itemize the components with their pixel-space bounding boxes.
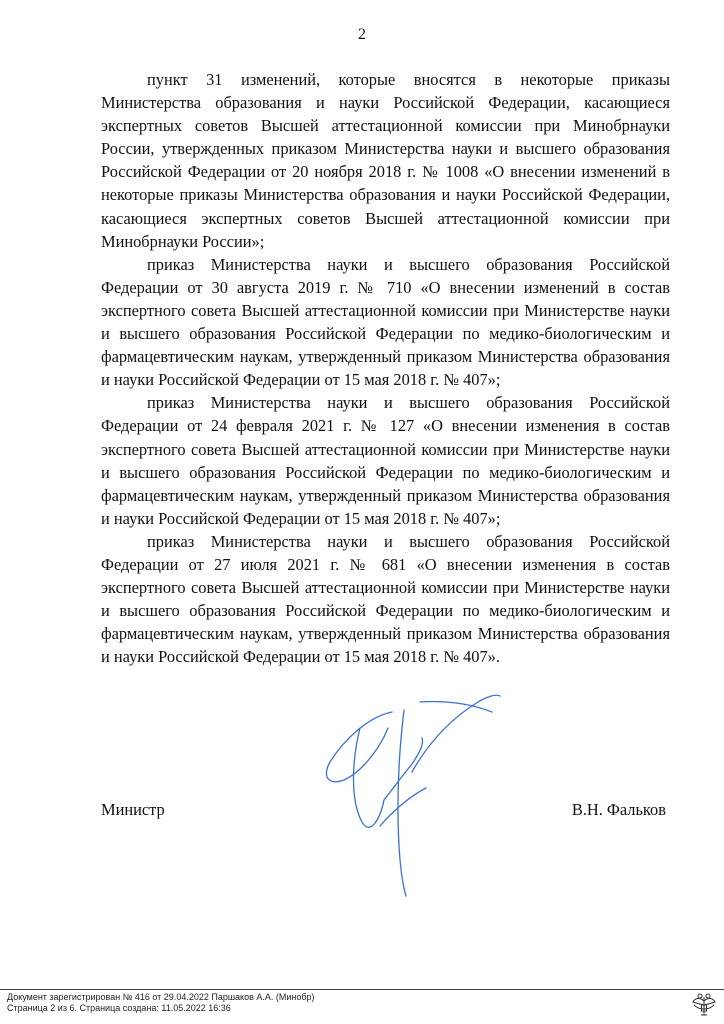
footer-registration-line: Документ зарегистрирован № 416 от 29.04.2022 Паршаков А.А. (Минобр) <box>7 992 315 1002</box>
footer-divider <box>0 989 724 990</box>
signatory-title: Министр <box>101 800 165 819</box>
document-body <box>101 68 670 668</box>
page-number: 2 <box>358 26 366 43</box>
paragraph-2: приказ Министерства науки и высшего образования Российской Федерации от 30 августа 2019 г. № 710 «О внесении изменений в состав экспертного совета Высшей аттестационной комиссии при Министерстве науки и высшего образования Российской Федерации по медико-биологическим и фармацевтическим наукам, утвержденный приказом Министерства образования и науки Российской Федерации от 15 мая 2018 г. № 407»; <box>101 254 670 390</box>
paragraph-1: пункт 31 изменений, которые вносятся в некоторые приказы Министерства образования и науки Российской Федерации, касающиеся экспертных советов Высшей аттестационной комиссии при Минобрнауки России, утвержденных приказом Министерства науки и высшего образования Российской Федерации от 20 ноября 2018 г. № 1008 «О внесении изменений в некоторые приказы Министерства образования и науки Российской Федерации, касающиеся экспертных советов Высшей аттестационной комиссии при Минобрнауки России»; <box>101 70 670 251</box>
coat-of-arms-icon <box>690 991 718 1019</box>
registration-footer <box>7 992 315 1014</box>
footer-page-line: Страница 2 из 6. Страница создана: 11.05.2022 16:36 <box>7 1003 231 1013</box>
paragraph-4: приказ Министерства науки и высшего образования Российской Федерации от 27 июля 2021 г. № 681 «О внесении изменения в состав экспертного совета Высшей аттестационной комиссии при Министерстве науки и высшего образования Российской Федерации по медико-биологическим и фармацевтическим наукам, утвержденный приказом Министерства образования и науки Российской Федерации от 15 мая 2018 г. № 407». <box>101 531 670 667</box>
signatory-name: В.Н. Фальков <box>571 800 666 819</box>
paragraph-3: приказ Министерства науки и высшего образования Российской Федерации от 24 февраля 2021 г. № 127 «О внесении изменения в состав экспертного совета Высшей аттестационной комиссии при Министерстве науки и высшего образования Российской Федерации по медико-биологическим и фармацевтическим наукам, утвержденный приказом Министерства образования и науки Российской Федерации от 15 мая 2018 г. № 407»; <box>101 393 670 528</box>
